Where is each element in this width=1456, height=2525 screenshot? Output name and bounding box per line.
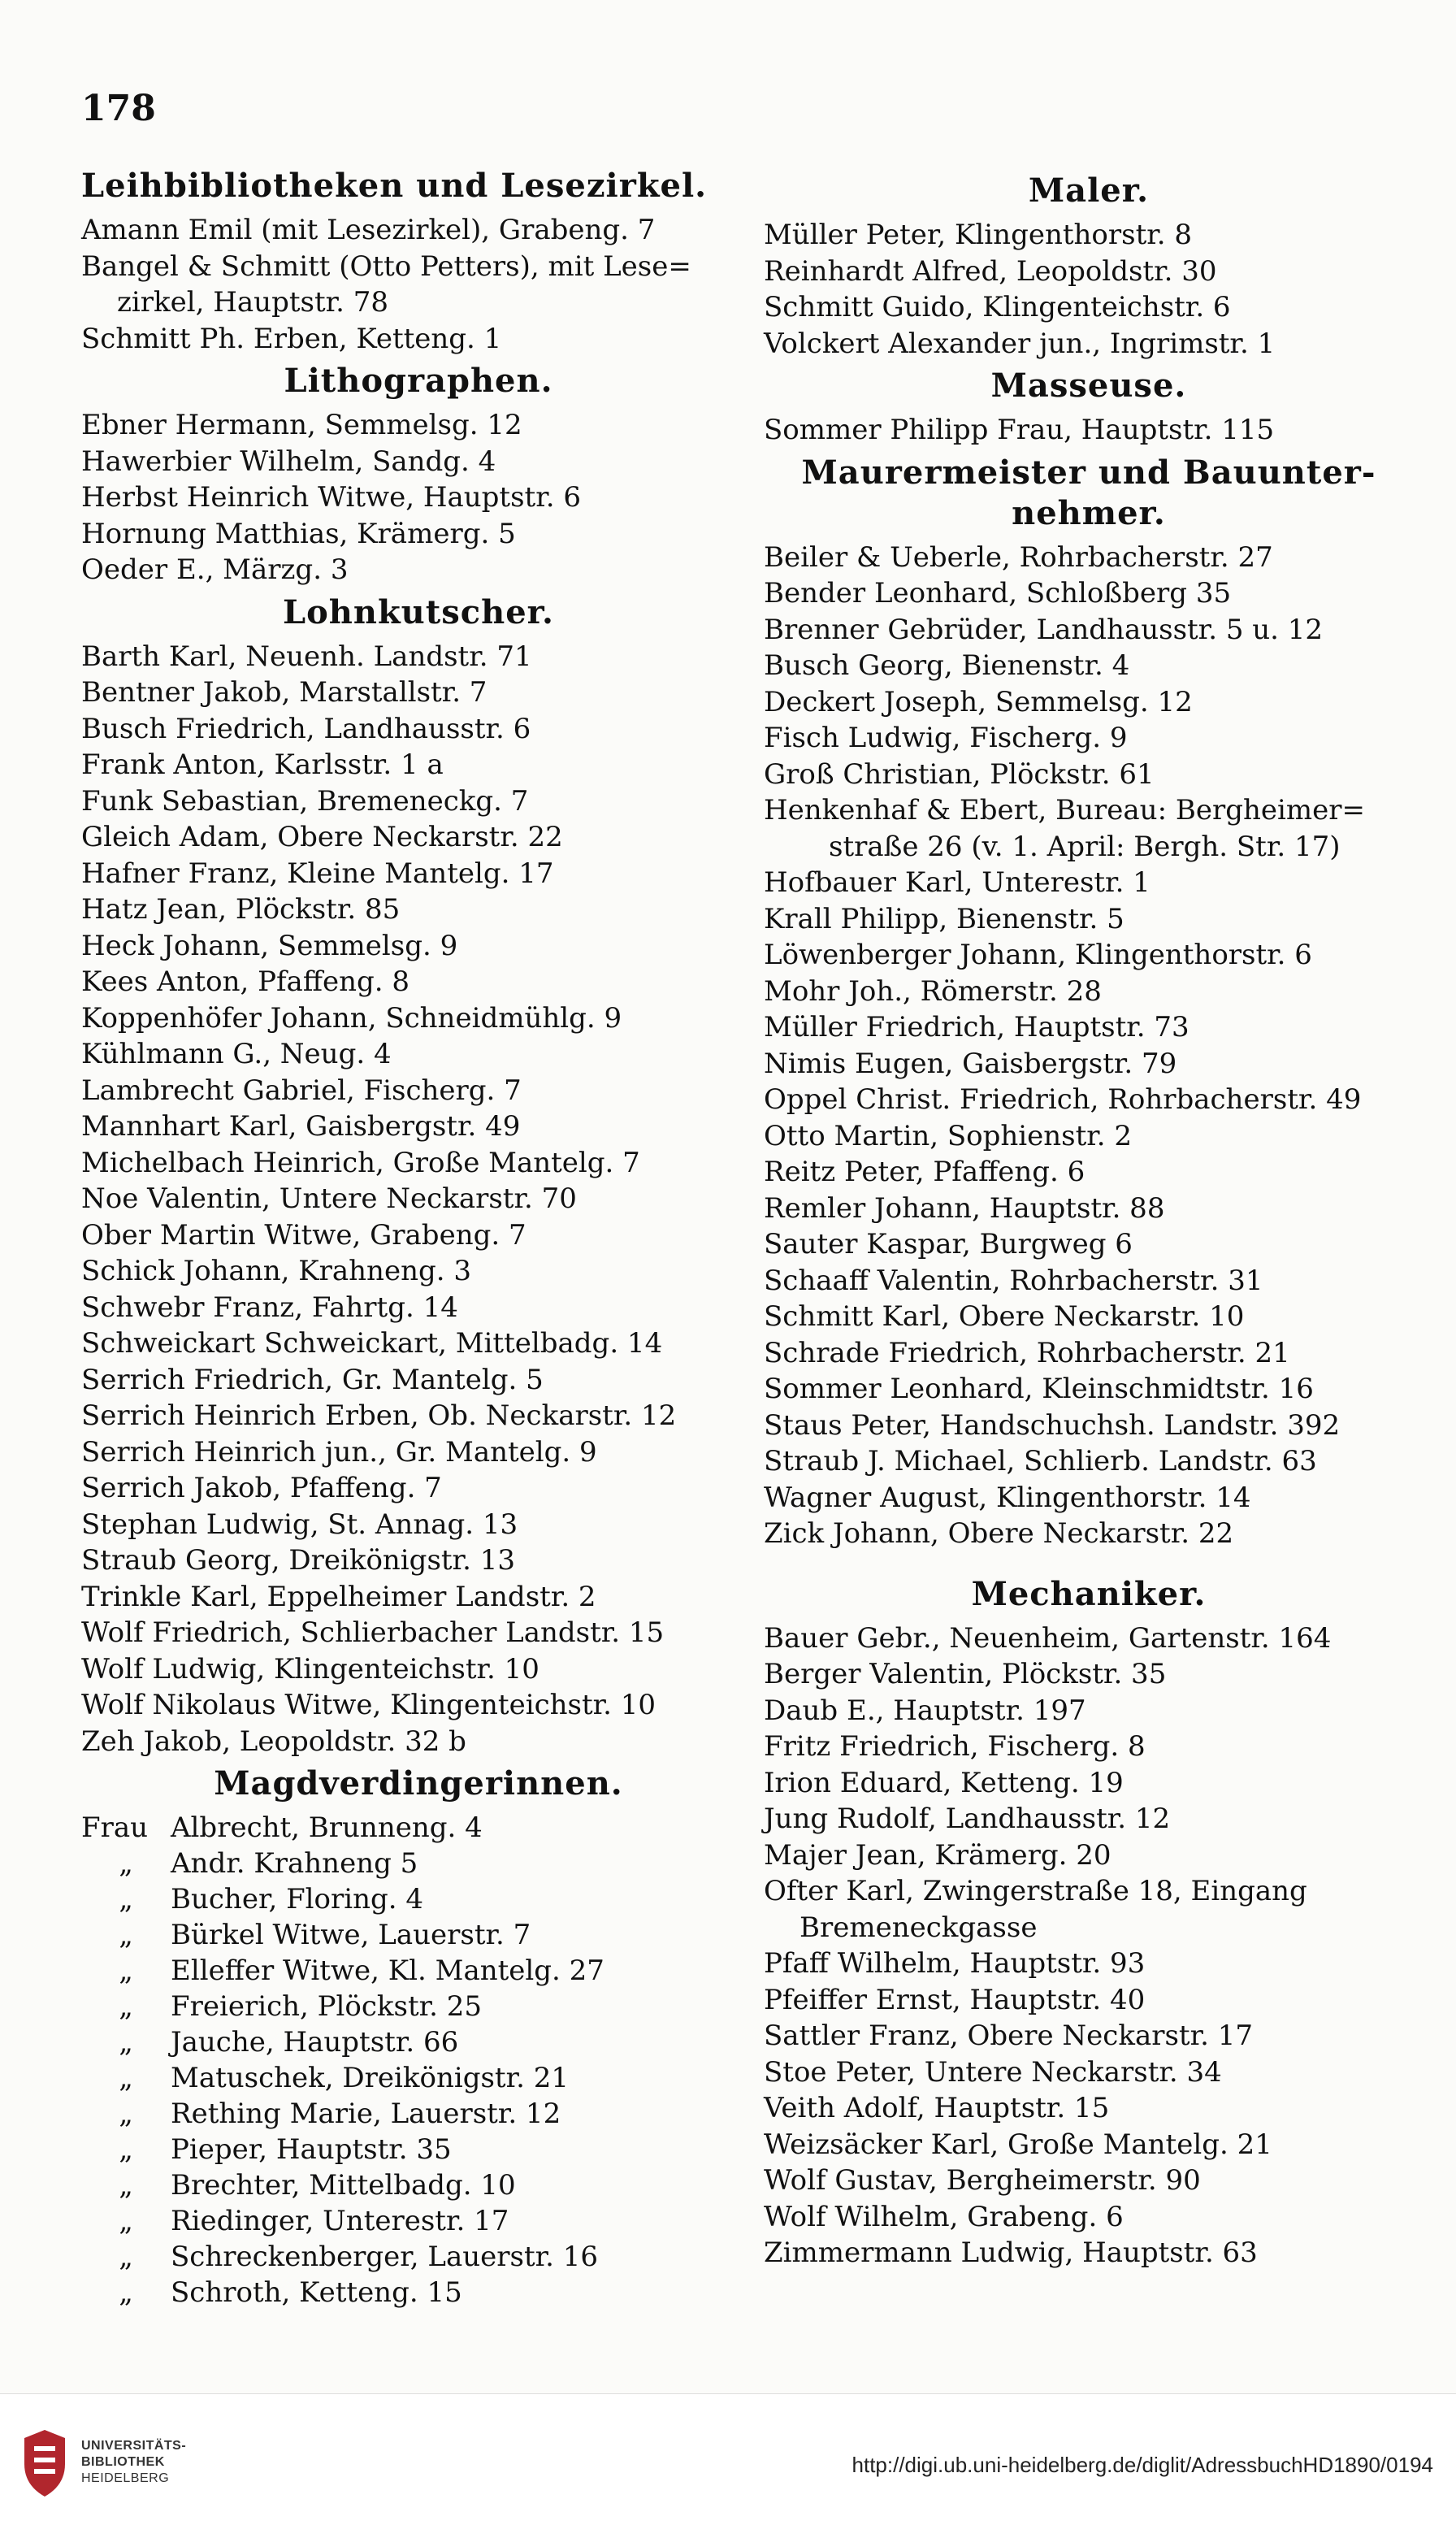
list-item: Bangel & Schmitt (Otto Petters), mit Lese=	[81, 249, 691, 283]
library-logo-icon	[16, 2427, 73, 2500]
list-item: Busch Georg, Bienenstr. 4	[764, 649, 1130, 682]
ditto-mark: „	[119, 1990, 133, 2023]
list-item	[81, 2024, 756, 2060]
list-item: Amann Emil (mit Lesezirkel), Grabeng. 7	[81, 214, 656, 246]
library-line: BIBLIOTHEK	[81, 2455, 165, 2469]
list-item: Pfeiffer Ernst, Hauptstr. 40	[764, 1983, 1146, 2016]
ditto-mark: „	[119, 1847, 133, 1880]
list-item: Ofter Karl, Zwingerstraße 18, Eingang	[764, 1875, 1307, 1907]
list-item: Wolf Gustav, Bergheimerstr. 90	[764, 2164, 1201, 2197]
list-item: Fritz Friedrich, Fischerg. 8	[764, 1730, 1146, 1763]
list-item	[81, 2239, 756, 2275]
list-item: Beiler & Ueberle, Rohrbacherstr. 27	[764, 540, 1273, 574]
entry-text: Matuschek, Dreikönigstr. 21	[171, 2062, 569, 2094]
list-item: Gleich Adam, Obere Neckarstr. 22	[81, 821, 563, 853]
ditto-mark: „	[119, 2169, 133, 2202]
list-item	[81, 1881, 756, 1917]
list-item: Müller Peter, Klingenthorstr. 8	[764, 219, 1193, 251]
entry-text: Riedinger, Unterestr. 17	[171, 2205, 509, 2237]
list-item: Zimmermann Ludwig, Hauptstr. 63	[764, 2236, 1258, 2269]
list-item: Mannhart Karl, Gaisbergstr. 49	[81, 1110, 521, 1143]
list-item: Herbst Heinrich Witwe, Hauptstr. 6	[81, 481, 581, 514]
footer-bar	[0, 2393, 1456, 2525]
list-item: straße 26 (v. 1. April: Bergh. Str. 17)	[829, 830, 1341, 863]
list-item: Trinkle Karl, Eppelheimer Landstr. 2	[81, 1580, 596, 1613]
list-item: Sommer Leonhard, Kleinschmidtstr. 16	[764, 1373, 1314, 1405]
list-item: Schmitt Guido, Klingenteichstr. 6	[764, 291, 1231, 323]
entry-text: Rething Marie, Lauerstr. 12	[171, 2098, 561, 2130]
list-item: Pfaff Wilhelm, Hauptstr. 93	[764, 1947, 1146, 1980]
entry-text: Bucher, Floring. 4	[171, 1883, 424, 1915]
ditto-mark: „	[119, 2276, 133, 2309]
list-item: Wolf Nikolaus Witwe, Klingenteichstr. 10	[81, 1689, 656, 1721]
entry-text: Jauche, Hauptstr. 66	[171, 2026, 459, 2059]
list-item: Otto Martin, Sophienstr. 2	[764, 1119, 1133, 1152]
list-item	[81, 2203, 756, 2239]
list-item: Wolf Ludwig, Klingenteichstr. 10	[81, 1652, 540, 1686]
source-url: http://digi.ub.uni-heidelberg.de/diglit/AdressbuchHD1890/0194	[852, 2453, 1433, 2477]
list-item: Bender Leonhard, Schloßberg 35	[764, 577, 1232, 610]
list-item: Frank Anton, Karlsstr. 1 a	[81, 748, 444, 781]
list-item: Kühlmann G., Neug. 4	[81, 1038, 392, 1070]
entry-text: Elleffer Witwe, Kl. Mantelg. 27	[171, 1954, 604, 1987]
list-item: Bentner Jakob, Marstallstr. 7	[81, 676, 488, 709]
list-item: Straub Georg, Dreikönigstr. 13	[81, 1544, 515, 1577]
list-item: Schmitt Ph. Erben, Ketteng. 1	[81, 322, 502, 355]
list-item: Serrich Heinrich jun., Gr. Mantelg. 9	[81, 1435, 597, 1469]
section-heading-lohnkutscher: Lohnkutscher.	[283, 592, 554, 631]
list-item: Nimis Eugen, Gaisbergstr. 79	[764, 1047, 1177, 1080]
list-item: Müller Friedrich, Hauptstr. 73	[764, 1011, 1190, 1043]
list-item	[81, 1810, 756, 1846]
list-item: Wolf Wilhelm, Grabeng. 6	[764, 2200, 1124, 2233]
entry-text: Albrecht, Brunneng. 4	[171, 1811, 483, 1844]
section-heading-magdverdingerinnen: Magdverdingerinnen.	[214, 1764, 623, 1803]
list-item: Sommer Philipp Frau, Hauptstr. 115	[764, 414, 1275, 446]
section-heading-maler: Maler.	[1028, 171, 1150, 210]
list-item: Serrich Friedrich, Gr. Mantelg. 5	[81, 1363, 544, 1396]
ditto-mark: „	[119, 2205, 133, 2237]
list-item: Bremeneckgasse	[800, 1911, 1038, 1944]
list-item: Lambrecht Gabriel, Fischerg. 7	[81, 1074, 522, 1107]
list-item: Ebner Hermann, Semmelsg. 12	[81, 409, 522, 441]
ditto-mark: „	[119, 1954, 133, 1987]
list-item: Irion Eduard, Ketteng. 19	[764, 1766, 1124, 1799]
section-heading-maurermeister-cont: nehmer.	[1012, 493, 1166, 532]
list-item	[81, 2275, 756, 2310]
list-item: Berger Valentin, Plöckstr. 35	[764, 1658, 1167, 1690]
list-item: Hawerbier Wilhelm, Sandg. 4	[81, 445, 496, 478]
entry-text: Bürkel Witwe, Lauerstr. 7	[171, 1919, 531, 1951]
list-item: Schwebr Franz, Fahrtg. 14	[81, 1291, 458, 1324]
list-item: Fisch Ludwig, Fischerg. 9	[764, 722, 1128, 754]
entry-text: Brechter, Mittelbadg. 10	[171, 2169, 516, 2202]
list-item	[81, 2132, 756, 2167]
list-item: Sauter Kaspar, Burgweg 6	[764, 1228, 1133, 1260]
list-item	[81, 2060, 756, 2096]
list-item: Staus Peter, Handschuchsh. Landstr. 392	[764, 1408, 1341, 1442]
list-item: Jung Rudolf, Landhausstr. 12	[764, 1803, 1171, 1835]
list-item: Stephan Ludwig, St. Annag. 13	[81, 1508, 518, 1541]
library-name	[81, 2438, 186, 2487]
section-heading-mechaniker: Mechaniker.	[971, 1574, 1207, 1613]
list-item: Schmitt Karl, Obere Neckarstr. 10	[764, 1300, 1245, 1333]
list-item: Krall Philipp, Bienenstr. 5	[764, 902, 1124, 935]
list-item: Majer Jean, Krämerg. 20	[764, 1838, 1112, 1872]
list-item: Veith Adolf, Hauptstr. 15	[764, 2092, 1110, 2124]
list-item	[81, 1953, 756, 1989]
library-line: HEIDELBERG	[81, 2471, 170, 2485]
list-item: Volckert Alexander jun., Ingrimstr. 1	[764, 327, 1276, 360]
list-item	[81, 1917, 756, 1953]
list-item: Straub J. Michael, Schlierb. Landstr. 63	[764, 1445, 1317, 1477]
entry-text: Andr. Krahneng 5	[171, 1847, 418, 1880]
list-item: Remler Johann, Hauptstr. 88	[764, 1191, 1165, 1225]
list-item: zirkel, Hauptstr. 78	[117, 286, 389, 319]
list-item: Reinhardt Alfred, Leopoldstr. 30	[764, 254, 1217, 288]
ditto-mark: „	[119, 2133, 133, 2166]
ditto-mark: „	[119, 2062, 133, 2094]
list-item: Hofbauer Karl, Unterestr. 1	[764, 866, 1150, 899]
list-item: Serrich Heinrich Erben, Ob. Neckarstr. 12	[81, 1399, 677, 1432]
list-item: Zeh Jakob, Leopoldstr. 32 b	[81, 1725, 466, 1758]
ditto-mark: „	[119, 1883, 133, 1915]
list-item: Schrade Friedrich, Rohrbacherstr. 21	[764, 1336, 1290, 1369]
list-item: Oppel Christ. Friedrich, Rohrbacherstr. 49	[764, 1083, 1362, 1116]
list-item: Stoe Peter, Untere Neckarstr. 34	[764, 2055, 1222, 2089]
list-item: Bauer Gebr., Neuenheim, Gartenstr. 164	[764, 1621, 1332, 1655]
section-heading-lithographen: Lithographen.	[284, 362, 553, 400]
ditto-mark: „	[119, 2026, 133, 2059]
entry-text: Freierich, Plöckstr. 25	[171, 1990, 483, 2023]
list-item: Koppenhöfer Johann, Schneidmühlg. 9	[81, 1001, 622, 1035]
list-item: Michelbach Heinrich, Große Mantelg. 7	[81, 1146, 640, 1179]
list-item: Hafner Franz, Kleine Mantelg. 17	[81, 857, 554, 890]
section-gap	[764, 1552, 1414, 1570]
list-item: Reitz Peter, Pfaffeng. 6	[764, 1156, 1086, 1188]
list-item: Ober Martin Witwe, Grabeng. 7	[81, 1218, 526, 1252]
list-item: Serrich Jakob, Pfaffeng. 7	[81, 1472, 442, 1504]
list-item: Sattler Franz, Obere Neckarstr. 17	[764, 2020, 1253, 2052]
entry-text: Schroth, Ketteng. 15	[171, 2276, 462, 2309]
list-item: Henkenhaf & Ebert, Bureau: Bergheimer=	[764, 794, 1365, 826]
section-heading-maurermeister: Maurermeister und Bauunter-	[801, 453, 1376, 492]
list-item: Brenner Gebrüder, Landhausstr. 5 u. 12	[764, 613, 1324, 646]
left-column	[81, 167, 756, 2310]
list-item: Groß Christian, Plöckstr. 61	[764, 757, 1155, 791]
section-heading-leihbibliotheken: Leihbibliotheken und Lesezirkel.	[81, 167, 708, 205]
list-item: Busch Friedrich, Landhausstr. 6	[81, 712, 531, 745]
ditto-mark: „	[119, 2241, 133, 2273]
list-item	[81, 1989, 756, 2024]
list-item: Löwenberger Johann, Klingenthorstr. 6	[764, 939, 1312, 971]
section-heading-masseuse: Masseuse.	[990, 367, 1187, 405]
list-item: Deckert Joseph, Semmelsg. 12	[764, 685, 1193, 718]
list-item: Mohr Joh., Römerstr. 28	[764, 974, 1102, 1008]
list-item: Daub E., Hauptstr. 197	[764, 1694, 1086, 1727]
list-item: Schick Johann, Krahneng. 3	[81, 1255, 471, 1287]
list-item	[81, 2167, 756, 2203]
list-item: Zick Johann, Obere Neckarstr. 22	[764, 1517, 1234, 1550]
list-item	[81, 2096, 756, 2132]
entry-text: Pieper, Hauptstr. 35	[171, 2133, 452, 2166]
entry-text: Schreckenberger, Lauerstr. 16	[171, 2241, 599, 2273]
list-item: Funk Sebastian, Bremeneckg. 7	[81, 784, 529, 818]
list-item: Schweickart Schweickart, Mittelbadg. 14	[81, 1327, 663, 1360]
list-item: Wagner August, Klingenthorstr. 14	[764, 1481, 1251, 1514]
list-item: Kees Anton, Pfaffeng. 8	[81, 965, 410, 998]
right-column	[764, 167, 1414, 2271]
list-item: Heck Johann, Semmelsg. 9	[81, 929, 458, 962]
entry-prefix: Frau	[81, 1811, 149, 1844]
list-item: Hatz Jean, Plöckstr. 85	[81, 893, 401, 926]
ditto-mark: „	[119, 1919, 133, 1951]
list-item: Noe Valentin, Untere Neckarstr. 70	[81, 1182, 577, 1215]
list-item: Schaaff Valentin, Rohrbacherstr. 31	[764, 1264, 1263, 1297]
list-item: Wolf Friedrich, Schlierbacher Landstr. 15	[81, 1616, 665, 1649]
list-item	[81, 1846, 756, 1881]
page-number: 178	[81, 88, 156, 129]
list-item: Oeder E., Märzg. 3	[81, 553, 349, 586]
ditto-mark: „	[119, 2098, 133, 2130]
list-item: Barth Karl, Neuenh. Landstr. 71	[81, 640, 532, 673]
list-item: Weizsäcker Karl, Große Mantelg. 21	[764, 2128, 1272, 2161]
library-line: UNIVERSITÄTS-	[81, 2439, 187, 2453]
list-item: Hornung Matthias, Krämerg. 5	[81, 517, 516, 550]
